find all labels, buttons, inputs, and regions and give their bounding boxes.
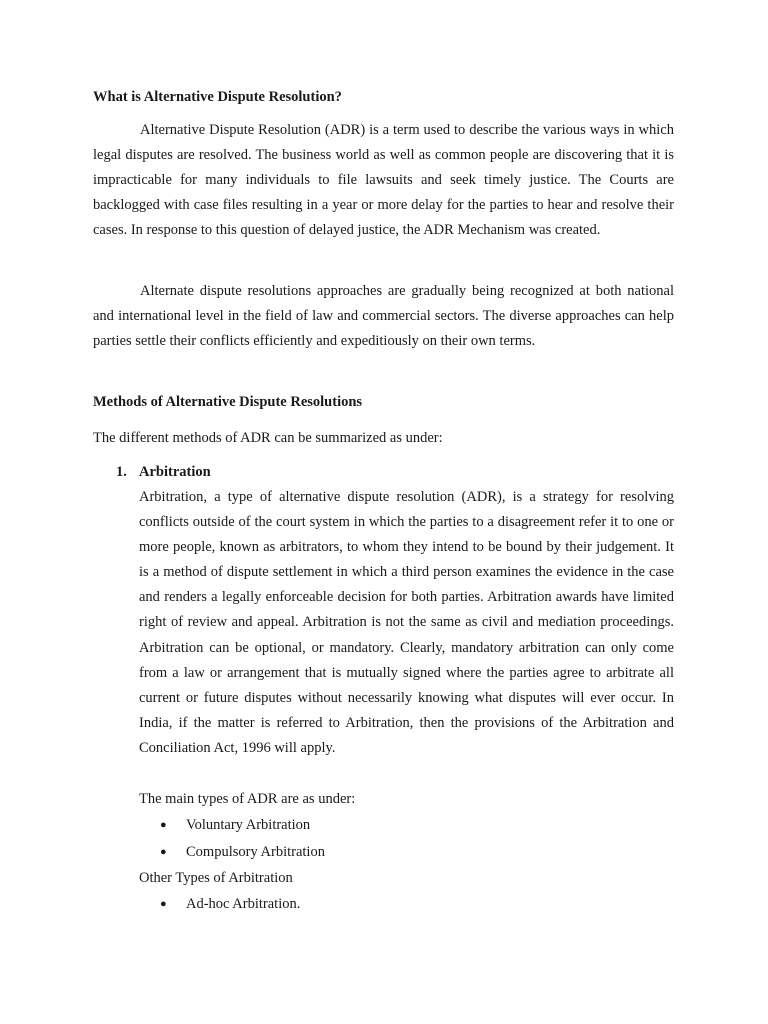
- bullet-icon: ●: [160, 846, 167, 858]
- paragraph-adr-recognition: Alternate dispute resolutions approaches are gradually being recognized at both national and international level in the field of law and commercial sectors. The diverse approaches can help parties settle their conflicts efficiently and expeditiously on their own terms.: [93, 283, 674, 349]
- paragraph-arbitration-body: Arbitration, a type of alternative dispute resolution (ADR), is a strategy for resolving conflicts outside of the court system in which the parties to a disagreement refer it to one or more people, known as arbitrators, to whom they intend to be bound by their judgement. It is a method of dispute settlement in which a third person examines the evidence in the case and renders a legally enforceable decision for both parties. Arbitration awards have limited right of review and appeal. Arbitration is not the same as civil and mediation proceedings. Arbitration can be optional, or mandatory. Clearly, mandatory arbitration can only come from a law or arrangement that is mutually signed where the parties agree to arbitrate all current or future disputes without necessarily knowing what disputes will ever occur. In India, if the matter is referred to Arbitration, then the provisions of the Arbitration and Conciliation Act, 1996 will apply.: [139, 489, 674, 756]
- bullet-icon: ●: [160, 898, 167, 910]
- bullet-icon: ●: [160, 819, 167, 831]
- bullet-item: [160, 815, 310, 835]
- other-types-intro-text: Other Types of Arbitration: [139, 870, 293, 886]
- list-item-title-arbitration: Arbitration: [139, 464, 211, 480]
- bullet-text-ad-hoc-arbitration: Ad-hoc Arbitration.: [186, 896, 301, 912]
- bullet-text-voluntary-arbitration: Voluntary Arbitration: [186, 817, 311, 833]
- bullet-item: [160, 842, 325, 862]
- section-heading-methods: Methods of Alternative Dispute Resolutions: [93, 394, 363, 410]
- types-intro-text: The main types of ADR are as under:: [139, 791, 356, 807]
- bullet-item: [160, 894, 300, 914]
- section-heading-what-is-adr: What is Alternative Dispute Resolution?: [93, 89, 342, 105]
- methods-intro-text: The different methods of ADR can be summarized as under:: [93, 430, 443, 446]
- list-number-1: 1.: [116, 464, 127, 480]
- bullet-text-compulsory-arbitration: Compulsory Arbitration: [186, 844, 325, 860]
- paragraph-adr-definition: Alternative Dispute Resolution (ADR) is a term used to describe the various ways in which legal disputes are resolved. The business world as well as common people are discovering that it is impracticable for many individuals to file lawsuits and seek timely justice. The Courts are backlogged with case files resulting in a year or more delay for the parties to hear and resolve their cases. In response to this question of delayed justice, the ADR Mechanism was created.: [93, 122, 674, 238]
